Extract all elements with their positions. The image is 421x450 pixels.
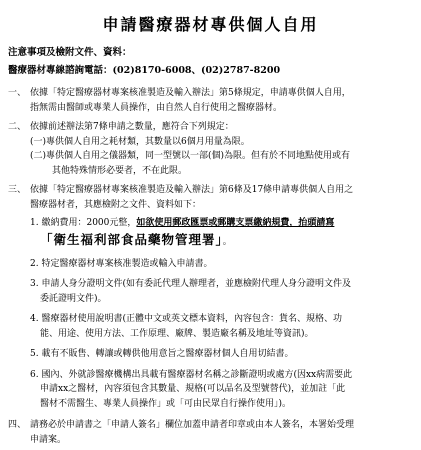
- section-3-item-5: [8, 347, 413, 362]
- item-3-line-2: 委託證明文件)。: [40, 293, 107, 304]
- item-3-line-1: 申請人身分證明文件(如有委託代理人辦理者，並應檢附代理人身分證明文件及: [41, 279, 351, 289]
- section-3-item-1: [8, 216, 413, 231]
- section-4: [8, 418, 413, 447]
- item-6-line-3: 醫材不需醫生、專業人員操作」或「可由民眾自行操作使用」)。: [40, 398, 292, 409]
- section-1-line-2: 指無需由醫師或專業人員操作，由自然人自行使用之醫療器材。: [30, 102, 283, 113]
- section-2: [8, 120, 413, 178]
- section-3-line-1: 依據「特定醫療器材專案核准製造及輸入辦法」第6條及17條申請專供個人自用之: [30, 185, 354, 195]
- item-2-number: 2.: [30, 258, 39, 269]
- item-6-line-2: 申請xx之醫材，內容須包含其數量、規格(可以品名及型號替代)，並加註「此: [40, 384, 346, 394]
- payee-name: 「衛生福利部食品藥物管理署」: [40, 231, 223, 247]
- section-2-number: 二、: [8, 122, 27, 132]
- section-1: [8, 86, 413, 115]
- item-2-text: 特定醫療器材專案核准製造或輸入申請書。: [41, 258, 213, 269]
- item-6-number: 6.: [30, 369, 39, 380]
- section-3-item-3: [8, 277, 413, 292]
- item-3-number: 3.: [30, 279, 39, 289]
- notice-heading: 注意事項及檢附文件、資料：: [8, 47, 132, 58]
- item-1-number: 1.: [30, 218, 39, 228]
- section-2-line-1: 依據前述辦法第7條申請之數量，應符合下列規定：: [30, 122, 234, 132]
- section-3-item-6: [8, 368, 413, 383]
- item-4-number: 4.: [30, 314, 39, 324]
- section-3-line-2: 醫療器材者，其應檢附之文件、資料如下：: [30, 199, 202, 210]
- item-5-number: 5.: [30, 349, 39, 359]
- section-3-item-1-payee: [8, 231, 413, 251]
- item-4-line-1: 醫療器材使用說明書(正體中文或英文標本資料，內容包含：貨名、規格、功: [41, 314, 342, 324]
- section-2-item-2: (二)專供個人自用之儀器類，同一型號以一部(個)為限。但有於不同地點使用或有: [30, 151, 351, 161]
- document-title: 申請醫療器材專供個人自用: [102, 15, 319, 34]
- item-6-line-1: 國內、外就診醫療機構出具載有醫療器材名稱之診斷證明或處方(因xx病需要此: [41, 369, 353, 380]
- item-1-fee: 繳納費用：2000元整，: [41, 218, 137, 228]
- payee-period: 。: [222, 236, 232, 247]
- section-3-item-4: [8, 312, 413, 327]
- section-1-number: 一、: [8, 88, 27, 98]
- item-5-text: 載有不販售、轉讓或轉供他用意旨之醫療器材個人自用切結書。: [41, 349, 294, 359]
- item-4-line-2: 能、用途、使用方法、工作原理、廠牌、製造廠名稱及地址等資訊)。: [40, 328, 314, 339]
- hotline: 醫療器材專線諮詢電話：(02)8170-6008、(02)2787-8200: [8, 65, 281, 76]
- section-2-item-2b: 其他特殊情形必要者，不在此限。: [52, 165, 188, 176]
- section-3-number: 三、: [8, 185, 27, 195]
- section-4-number: 四、: [8, 420, 27, 430]
- section-1-line-1: 依據「特定醫療器材專案核准製造及輸入辦法」第5條規定，申請專供個人自用，: [30, 88, 351, 98]
- section-4-line-2: 申請案。: [30, 434, 67, 445]
- section-3: [8, 183, 413, 411]
- item-1-payment-note: 如欲使用郵政匯票或郵購支票繳納規費，抬頭請寫: [136, 218, 335, 228]
- section-2-item-1: (一)專供個人自用之耗材類，其數量以6個月用量為限。: [30, 136, 250, 147]
- section-3-item-2: [8, 257, 413, 272]
- section-4-line-1: 請務必於申請書之「申請人簽名」欄位加蓋申請者印章或由本人簽名，本署始受理: [30, 420, 355, 430]
